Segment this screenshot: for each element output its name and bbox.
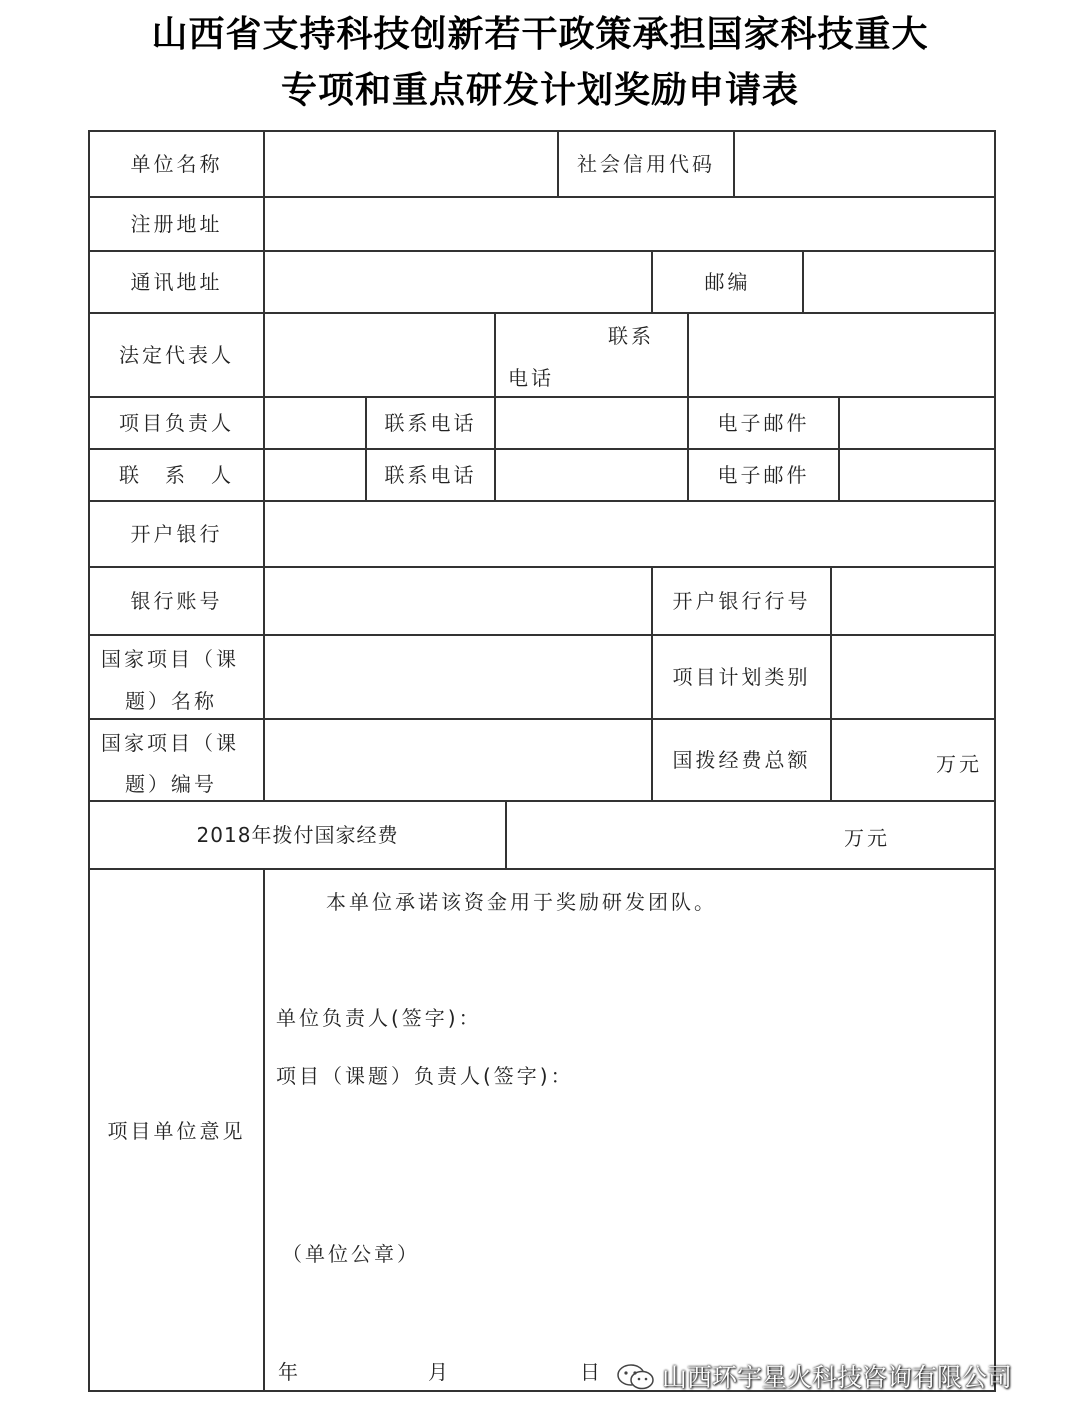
postcode-label: 邮编 bbox=[704, 270, 751, 294]
unit-head-signature: 单位负责人(签字)： bbox=[276, 1006, 482, 1030]
legal-rep-phone-label-b: 电话 bbox=[508, 366, 554, 390]
watermark-text: 山西环宇星火科技咨询有限公司 bbox=[662, 1363, 1013, 1392]
plan-type-field[interactable] bbox=[830, 634, 996, 720]
date-day: 日 bbox=[580, 1360, 603, 1384]
proj-no-label-b: 题）编号 bbox=[125, 772, 217, 796]
wechat-icon bbox=[616, 1363, 656, 1389]
unit-name-label: 单位名称 bbox=[130, 152, 223, 176]
legal-rep-field[interactable] bbox=[263, 312, 496, 398]
contact-person-label: 联 系 人 bbox=[119, 463, 234, 487]
phone1-field[interactable] bbox=[494, 396, 689, 450]
phone1-label: 联系电话 bbox=[384, 411, 477, 435]
mail-address-label: 通讯地址 bbox=[130, 270, 223, 294]
email2-label: 电子邮件 bbox=[717, 463, 810, 487]
opinion-label: 项目单位意见 bbox=[107, 1119, 246, 1143]
proj-no-label-a: 国家项目（课 bbox=[101, 731, 239, 755]
email1-label: 电子邮件 bbox=[717, 411, 810, 435]
phone2-label: 联系电话 bbox=[384, 463, 477, 487]
project-leader-label: 项目负责人 bbox=[119, 411, 234, 435]
funds-2018-field[interactable] bbox=[505, 800, 996, 870]
unit-seal: （单位公章） bbox=[282, 1242, 420, 1266]
credit-code-field[interactable] bbox=[733, 130, 996, 198]
legal-rep-label: 法定代表人 bbox=[119, 343, 234, 367]
proj-name-label-b: 题）名称 bbox=[125, 689, 217, 713]
unit-name-field[interactable] bbox=[263, 130, 559, 198]
project-head-signature: 项目（课题）负责人(签字)： bbox=[276, 1064, 574, 1088]
bank-account-field[interactable] bbox=[263, 566, 653, 636]
watermark bbox=[616, 1358, 1012, 1394]
reg-address-label: 注册地址 bbox=[130, 212, 223, 236]
funds-2018-label: 2018年拨付国家经费 bbox=[196, 823, 399, 847]
email1-field[interactable] bbox=[838, 396, 996, 450]
contact-person-field[interactable] bbox=[263, 448, 367, 502]
bank-field[interactable] bbox=[263, 500, 996, 568]
date-month: 月 bbox=[428, 1360, 451, 1384]
email2-field[interactable] bbox=[838, 448, 996, 502]
commitment-text: 本单位承诺该资金用于奖励研发团队。 bbox=[326, 890, 717, 914]
mail-address-field[interactable] bbox=[263, 250, 653, 314]
proj-name-field[interactable] bbox=[263, 634, 653, 720]
form-title-line-1: 山西省支持科技创新若干政策承担国家科技重大 bbox=[151, 14, 929, 55]
opinion-field[interactable] bbox=[263, 868, 996, 1392]
proj-no-field[interactable] bbox=[263, 718, 653, 802]
plan-type-label: 项目计划类别 bbox=[672, 665, 811, 689]
project-leader-field[interactable] bbox=[263, 396, 367, 450]
postcode-field[interactable] bbox=[802, 250, 996, 314]
bank-label: 开户银行 bbox=[130, 522, 223, 546]
credit-code-label: 社会信用代码 bbox=[577, 152, 715, 176]
form-title-line-2: 专项和重点研发计划奖励申请表 bbox=[280, 70, 799, 111]
funds-2018-unit: 万元 bbox=[844, 826, 890, 850]
date-year: 年 bbox=[278, 1360, 301, 1384]
total-funds-label: 国拨经费总额 bbox=[672, 748, 811, 772]
bank-no-label: 开户银行行号 bbox=[672, 589, 811, 613]
legal-rep-phone-field[interactable] bbox=[687, 312, 996, 398]
proj-name-label-a: 国家项目（课 bbox=[101, 647, 239, 671]
total-funds-unit: 万元 bbox=[936, 752, 982, 776]
legal-rep-phone-label-a: 联系 bbox=[608, 324, 654, 348]
phone2-field[interactable] bbox=[494, 448, 689, 502]
bank-no-field[interactable] bbox=[830, 566, 996, 636]
bank-account-label: 银行账号 bbox=[130, 589, 223, 613]
reg-address-field[interactable] bbox=[263, 196, 996, 252]
